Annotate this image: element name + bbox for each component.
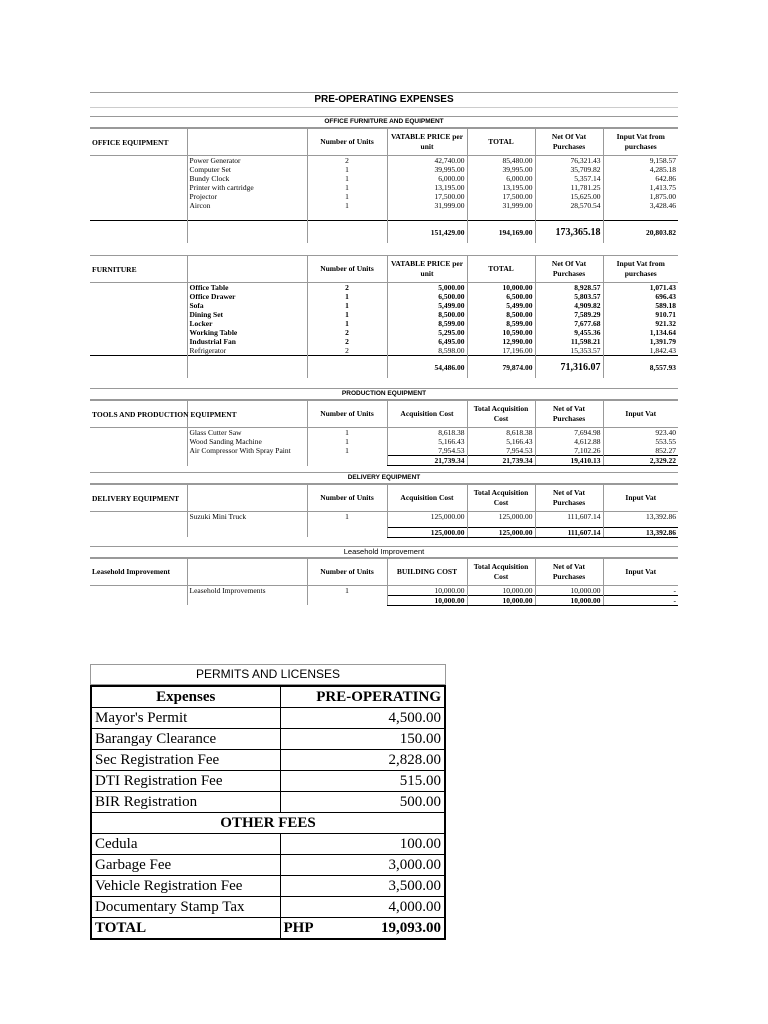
- units: 1: [307, 174, 387, 183]
- table-row: [90, 428, 678, 438]
- table-row: [90, 292, 678, 301]
- amount: 4,612.88: [535, 437, 603, 446]
- table-row: [90, 301, 678, 310]
- blank: [187, 527, 307, 537]
- blank: [307, 527, 387, 537]
- item-name: Industrial Fan: [187, 337, 307, 346]
- blank: [90, 221, 187, 244]
- units: 1: [307, 319, 387, 328]
- permit-amount: 2,828.00: [280, 750, 445, 771]
- column-header: Number of Units: [307, 401, 387, 428]
- column-header: VATABLE PRICE per unit: [387, 129, 467, 156]
- item-name: Projector: [187, 192, 307, 201]
- item-name: Printer with cartridge: [187, 183, 307, 192]
- grand-total: 19,093.00: [381, 920, 441, 936]
- amount: 12,990.00: [467, 337, 535, 346]
- amount: 39,995.00: [387, 165, 467, 174]
- pre-operating-sheet: [90, 92, 678, 606]
- blank: [90, 283, 187, 293]
- amount: 7,694.98: [535, 428, 603, 438]
- totals-row: [90, 356, 678, 379]
- units: 1: [307, 585, 387, 595]
- column-header: Input Vat from purchases: [603, 129, 678, 156]
- table-row: [90, 585, 678, 595]
- table-row: [90, 512, 678, 522]
- amount: 5,357.14: [535, 174, 603, 183]
- total-amount: 20,803.82: [603, 221, 678, 244]
- total-amount: 21,739.34: [387, 456, 467, 466]
- amount: 35,709.82: [535, 165, 603, 174]
- total-amount: 19,410.13: [535, 456, 603, 466]
- units: 1: [307, 201, 387, 210]
- amount: 1,842.43: [603, 346, 678, 356]
- item-name: Sofa: [187, 301, 307, 310]
- blank: [90, 356, 187, 379]
- total-amount: 71,316.07: [535, 356, 603, 379]
- blank: [90, 512, 187, 522]
- units: 1: [307, 437, 387, 446]
- table-row: [90, 310, 678, 319]
- blank: [90, 174, 187, 183]
- blank: [90, 319, 187, 328]
- column-header: Net Of Vat Purchases: [535, 256, 603, 283]
- blank: [90, 337, 187, 346]
- column-header: Input Vat: [603, 401, 678, 428]
- amount: 1,875.00: [603, 192, 678, 201]
- amount: 696.43: [603, 292, 678, 301]
- column-header: Number of Units: [307, 485, 387, 512]
- permit-total-row: [91, 918, 445, 940]
- amount: 10,000.00: [467, 585, 535, 595]
- amount: 8,618.38: [467, 428, 535, 438]
- amount: 589.18: [603, 301, 678, 310]
- blank: [90, 328, 187, 337]
- amount: 6,000.00: [387, 174, 467, 183]
- units: 2: [307, 346, 387, 356]
- amount: 9,158.57: [603, 156, 678, 166]
- total-amount: 8,557.93: [603, 356, 678, 379]
- item-name: Computer Set: [187, 165, 307, 174]
- delivery-subtitle: DELIVERY EQUIPMENT: [90, 472, 678, 484]
- total-amount: 13,392.86: [603, 527, 678, 537]
- blank: [187, 456, 307, 466]
- units: 1: [307, 446, 387, 456]
- column-header: VATABLE PRICE per unit: [387, 256, 467, 283]
- blank: [187, 129, 307, 156]
- blank: [187, 485, 307, 512]
- amount: 125,000.00: [387, 512, 467, 522]
- amount: 6,495.00: [387, 337, 467, 346]
- amount: 9,455.36: [535, 328, 603, 337]
- total-label: TOTAL: [91, 918, 280, 940]
- column-header: TOTAL: [467, 129, 535, 156]
- permits-table: [90, 685, 446, 940]
- amount: 11,781.25: [535, 183, 603, 192]
- table-row: [90, 319, 678, 328]
- furniture-table: [90, 255, 678, 378]
- total-amount: 10,000.00: [535, 595, 603, 605]
- amount: 7,677.68: [535, 319, 603, 328]
- permit-row: [91, 855, 445, 876]
- table-row: [90, 337, 678, 346]
- blank: [187, 595, 307, 605]
- blank: [90, 165, 187, 174]
- permit-row: [91, 708, 445, 729]
- amount: 42,740.00: [387, 156, 467, 166]
- other-fees-label: OTHER FEES: [91, 813, 445, 834]
- amount: 5,000.00: [387, 283, 467, 293]
- amount: 852.27: [603, 446, 678, 456]
- permit-row: [91, 686, 445, 708]
- blank: [90, 446, 187, 456]
- delivery-table: [90, 484, 678, 538]
- amount: 8,599.00: [467, 319, 535, 328]
- amount: 8,928.57: [535, 283, 603, 293]
- amount: 7,102.26: [535, 446, 603, 456]
- amount: 642.86: [603, 174, 678, 183]
- permit-label: Mayor's Permit: [91, 708, 280, 729]
- amount: 1,391.79: [603, 337, 678, 346]
- permit-amount: 3,500.00: [280, 876, 445, 897]
- column-header: Net of Vat Purchases: [535, 558, 603, 585]
- amount: 28,570.54: [535, 201, 603, 210]
- blank: [90, 301, 187, 310]
- total-value: [280, 918, 445, 940]
- units: 2: [307, 337, 387, 346]
- blank: [90, 437, 187, 446]
- permit-label: Vehicle Registration Fee: [91, 876, 280, 897]
- column-header: Input Vat from purchases: [603, 256, 678, 283]
- blank: [90, 192, 187, 201]
- blank: [90, 585, 187, 595]
- amount: 921.32: [603, 319, 678, 328]
- item-name: Refrigerator: [187, 346, 307, 356]
- total-amount: 111,607.14: [535, 527, 603, 537]
- blank: [90, 310, 187, 319]
- amount: 910.71: [603, 310, 678, 319]
- amount: 31,999.00: [467, 201, 535, 210]
- table-row: [90, 446, 678, 456]
- blank: [90, 346, 187, 356]
- permit-amount: 515.00: [280, 771, 445, 792]
- amount: 8,618.38: [387, 428, 467, 438]
- permit-row: [91, 750, 445, 771]
- amount: 6,000.00: [467, 174, 535, 183]
- totals-row: [90, 221, 678, 244]
- column-header: Total Acquisition Cost: [467, 558, 535, 585]
- amount: 6,500.00: [387, 292, 467, 301]
- totals-row: [90, 456, 678, 466]
- permit-amount: 4,000.00: [280, 897, 445, 918]
- column-header: Acquisition Cost: [387, 401, 467, 428]
- permit-amount: 4,500.00: [280, 708, 445, 729]
- permit-amount: 3,000.00: [280, 855, 445, 876]
- amount: 7,954.53: [467, 446, 535, 456]
- column-header: Number of Units: [307, 558, 387, 585]
- amount: 13,195.00: [387, 183, 467, 192]
- permits-caption: PERMITS AND LICENSES: [90, 664, 446, 685]
- amount: 5,166.43: [467, 437, 535, 446]
- leasehold-table: [90, 558, 678, 606]
- office-subtitle: OFFICE FURNITURE AND EQUIPMENT: [90, 116, 678, 128]
- units: 1: [307, 183, 387, 192]
- amount: 8,500.00: [467, 310, 535, 319]
- page-title: PRE-OPERATING EXPENSES: [90, 92, 678, 107]
- totals-row: [90, 595, 678, 605]
- blank: [187, 256, 307, 283]
- section-label: OFFICE EQUIPMENT: [90, 129, 187, 156]
- amount: 17,500.00: [467, 192, 535, 201]
- totals-row: [90, 527, 678, 537]
- units: 2: [307, 328, 387, 337]
- blank: [307, 595, 387, 605]
- amount: 7,589.29: [535, 310, 603, 319]
- amount: 7,954.53: [387, 446, 467, 456]
- amount: 17,500.00: [387, 192, 467, 201]
- blank: [307, 456, 387, 466]
- permit-label: Cedula: [91, 834, 280, 855]
- amount: 13,392.86: [603, 512, 678, 522]
- amount: 5,499.00: [387, 301, 467, 310]
- column-header: Total Acquisition Cost: [467, 485, 535, 512]
- item-name: Bundy Clock: [187, 174, 307, 183]
- amount: 5,295.00: [387, 328, 467, 337]
- total-amount: 10,000.00: [467, 595, 535, 605]
- amount: 15,625.00: [535, 192, 603, 201]
- table-row: [90, 165, 678, 174]
- amount: 10,000.00: [467, 283, 535, 293]
- blank: [187, 221, 307, 244]
- amount: 17,196.00: [467, 346, 535, 356]
- table-row: [90, 201, 678, 210]
- item-name: Locker: [187, 319, 307, 328]
- table-row: [90, 192, 678, 201]
- permit-label: BIR Registration: [91, 792, 280, 813]
- section-label: Leasehold Improvement: [90, 558, 187, 585]
- blank: [90, 156, 187, 166]
- permit-row: [91, 897, 445, 918]
- units: 1: [307, 192, 387, 201]
- amount: 11,598.21: [535, 337, 603, 346]
- blank: [187, 558, 307, 585]
- amount: 1,071.43: [603, 283, 678, 293]
- column-header: BUILDING COST: [387, 558, 467, 585]
- permit-label: DTI Registration Fee: [91, 771, 280, 792]
- amount: 4,909.82: [535, 301, 603, 310]
- total-amount: 194,169.00: [467, 221, 535, 244]
- amount: 6,500.00: [467, 292, 535, 301]
- permit-label: Sec Registration Fee: [91, 750, 280, 771]
- permit-amount: 500.00: [280, 792, 445, 813]
- total-amount: 10,000.00: [387, 595, 467, 605]
- total-amount: 21,739.34: [467, 456, 535, 466]
- amount: 5,166.43: [387, 437, 467, 446]
- amount: 4,285.18: [603, 165, 678, 174]
- permit-row: [91, 729, 445, 750]
- blank: [90, 428, 187, 438]
- amount: 1,413.75: [603, 183, 678, 192]
- units: 1: [307, 292, 387, 301]
- item-name: Leasehold Improvements: [187, 585, 307, 595]
- section-label: TOOLS AND PRODUCTION EQUIPMENT: [90, 401, 187, 428]
- permit-amount: 150.00: [280, 729, 445, 750]
- table-row: [90, 346, 678, 356]
- item-name: Office Table: [187, 283, 307, 293]
- amount: 39,995.00: [467, 165, 535, 174]
- blank: [307, 356, 387, 379]
- column-header: Input Vat: [603, 485, 678, 512]
- amount: 10,590.00: [467, 328, 535, 337]
- total-amount: 151,429.00: [387, 221, 467, 244]
- table-row: [90, 174, 678, 183]
- table-row: [90, 328, 678, 337]
- units: 1: [307, 428, 387, 438]
- units: 1: [307, 512, 387, 522]
- permit-label: Barangay Clearance: [91, 729, 280, 750]
- section-label: DELIVERY EQUIPMENT: [90, 485, 187, 512]
- column-header: Net Of Vat Purchases: [535, 129, 603, 156]
- item-name: Wood Sanding Machine: [187, 437, 307, 446]
- item-name: Suzuki Mini Truck: [187, 512, 307, 522]
- item-name: Air Compressor With Spray Paint: [187, 446, 307, 456]
- total-amount: 125,000.00: [467, 527, 535, 537]
- amount: 5,499.00: [467, 301, 535, 310]
- table-row: [90, 183, 678, 192]
- table-row: [90, 437, 678, 446]
- permit-label: Expenses: [91, 686, 280, 708]
- amount: 85,480.00: [467, 156, 535, 166]
- permit-amount: 100.00: [280, 834, 445, 855]
- production-subtitle: PRODUCTION EQUIPMENT: [90, 388, 678, 400]
- amount: 3,428.46: [603, 201, 678, 210]
- blank: [90, 292, 187, 301]
- units: 2: [307, 156, 387, 166]
- amount: 10,000.00: [387, 585, 467, 595]
- units: 1: [307, 165, 387, 174]
- permit-row: [91, 792, 445, 813]
- blank: [90, 527, 187, 537]
- amount: 10,000.00: [535, 585, 603, 595]
- permit-amount: PRE-OPERATING: [280, 686, 445, 708]
- table-row: [90, 156, 678, 166]
- section-label: FURNITURE: [90, 256, 187, 283]
- permits-and-licenses: [90, 664, 446, 940]
- blank: [187, 356, 307, 379]
- total-amount: 125,000.00: [387, 527, 467, 537]
- permit-label: Documentary Stamp Tax: [91, 897, 280, 918]
- blank: [307, 221, 387, 244]
- item-name: Dining Set: [187, 310, 307, 319]
- total-amount: 54,486.00: [387, 356, 467, 379]
- column-header: Net of Vat Purchases: [535, 485, 603, 512]
- table-row: [90, 283, 678, 293]
- amount: 31,999.00: [387, 201, 467, 210]
- permit-row: [91, 834, 445, 855]
- permit-row: [91, 876, 445, 897]
- total-amount: -: [603, 595, 678, 605]
- units: 1: [307, 301, 387, 310]
- blank: [90, 456, 187, 466]
- amount: 8,598.00: [387, 346, 467, 356]
- amount: 553.55: [603, 437, 678, 446]
- amount: 13,195.00: [467, 183, 535, 192]
- column-header: TOTAL: [467, 256, 535, 283]
- leasehold-subtitle: Leasehold Improvement: [90, 546, 678, 558]
- item-name: Glass Cutter Saw: [187, 428, 307, 438]
- column-header: Number of Units: [307, 129, 387, 156]
- amount: 923.40: [603, 428, 678, 438]
- tools-table: [90, 400, 678, 466]
- amount: 76,321.43: [535, 156, 603, 166]
- amount: 15,353.57: [535, 346, 603, 356]
- column-header: Acquisition Cost: [387, 485, 467, 512]
- amount: 8,500.00: [387, 310, 467, 319]
- amount: 1,134.64: [603, 328, 678, 337]
- total-amount: 79,874.00: [467, 356, 535, 379]
- blank: [90, 595, 187, 605]
- total-amount: 173,365.18: [535, 221, 603, 244]
- amount: 8,599.00: [387, 319, 467, 328]
- column-header: Input Vat: [603, 558, 678, 585]
- item-name: Office Drawer: [187, 292, 307, 301]
- item-name: Power Generator: [187, 156, 307, 166]
- item-name: Aircon: [187, 201, 307, 210]
- amount: 125,000.00: [467, 512, 535, 522]
- blank: [90, 201, 187, 210]
- item-name: Working Table: [187, 328, 307, 337]
- amount: 5,803.57: [535, 292, 603, 301]
- office-equipment-table: [90, 128, 678, 243]
- amount: -: [603, 585, 678, 595]
- column-header: Total Acquisition Cost: [467, 401, 535, 428]
- permit-label: Garbage Fee: [91, 855, 280, 876]
- units: 2: [307, 283, 387, 293]
- blank: [90, 183, 187, 192]
- permit-row: [91, 771, 445, 792]
- column-header: Net of Vat Purchases: [535, 401, 603, 428]
- currency: PHP: [283, 920, 314, 936]
- amount: 111,607.14: [535, 512, 603, 522]
- units: 1: [307, 310, 387, 319]
- total-amount: 2,329.22: [603, 456, 678, 466]
- column-header: Number of Units: [307, 256, 387, 283]
